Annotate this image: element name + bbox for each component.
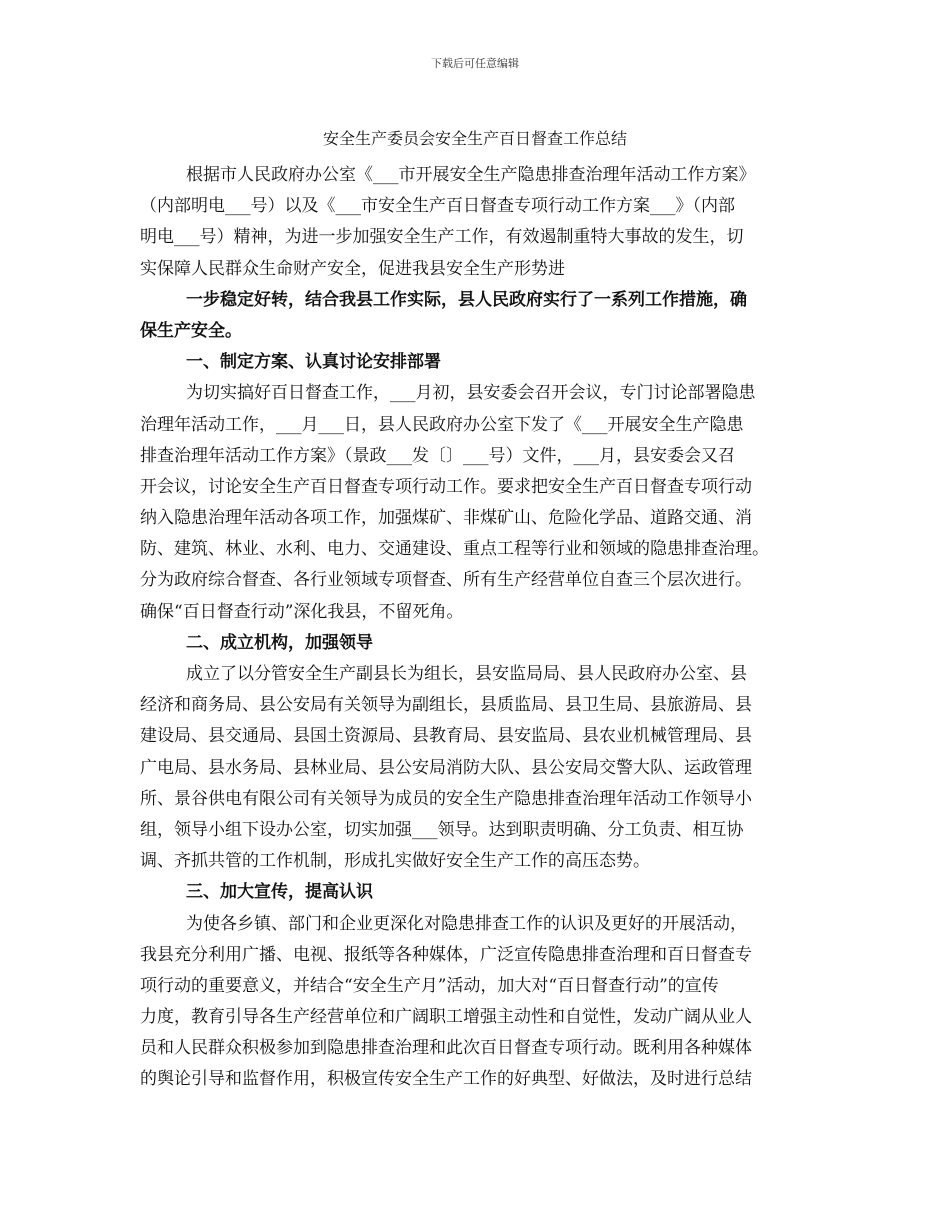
heading-line: 三、加大宣传，提高认识 bbox=[186, 882, 373, 903]
text-line: 开会议，讨论安全生产百日督查专项行动工作。要求把安全生产百日督查专项行动 bbox=[140, 476, 752, 497]
text-line: 分为政府综合督查、各行业领域专项督查、所有生产经营单位自查三个层次进行。 bbox=[140, 570, 752, 591]
heading-line: 二、成立机构，加强领导 bbox=[186, 632, 373, 653]
text-line: 所、景谷供电有限公司有关领导为成员的安全生产隐患排查治理年活动工作领导小 bbox=[140, 788, 752, 809]
text-line: 项行动的重要意义，并结合“安全生产月”活动，加大对“百日督查行动”的宣传 bbox=[140, 975, 719, 996]
text-line: 确保“百日督查行动”深化我县，不留死角。 bbox=[140, 601, 464, 622]
heading-line: 保生产安全。 bbox=[140, 320, 242, 341]
text-line: 根据市人民政府办公室《___市开展安全生产隐患排查治理年活动工作方案》 bbox=[186, 165, 756, 185]
heading-line: 一步稳定好转，结合我县工作实际，县人民政府实行了一系列工作措施，确 bbox=[186, 289, 747, 310]
header-note: 下载后可任意编辑 bbox=[431, 57, 519, 70]
text-line: 纳入隐患治理年活动各项工作，加强煤矿、非煤矿山、危险化学品、道路交通、消 bbox=[140, 508, 752, 529]
text-line: 明电___号）精神，为进一步加强安全生产工作，有效遏制重特大事故的发生，切 bbox=[140, 227, 744, 248]
text-line: 治理年活动工作，___月___日，县人民政府办公室下发了《___开展安全生产隐患 bbox=[140, 414, 744, 435]
text-line: 经济和商务局、县公安局有关领导为副组长，县质监局、县卫生局、县旅游局、县 bbox=[140, 695, 752, 716]
text-line: 调、齐抓共管的工作机制，形成扎实做好安全生产工作的高压态势。 bbox=[140, 851, 650, 872]
document-title: 安全生产委员会安全生产百日督查工作总结 bbox=[322, 129, 627, 148]
text-line: 为使各乡镇、部门和企业更深化对隐患排查工作的认识及更好的开展活动， bbox=[186, 913, 747, 934]
text-line: 广电局、县水务局、县林业局、县公安局消防大队、县公安局交警大队、运政管理 bbox=[140, 757, 752, 778]
document-body bbox=[140, 160, 815, 1096]
text-line: 为切实搞好百日督查工作，___月初，县安委会召开会议，专门讨论部署隐患 bbox=[186, 383, 756, 404]
text-line: 员和人民群众积极参加到隐患排查治理和此次百日督查专项行动。既利用各种媒体 bbox=[140, 1038, 752, 1059]
text-line: 力度，教育引导各生产经营单位和广阔职工增强主动性和自觉性，发动广阔从业人 bbox=[140, 1007, 752, 1028]
text-line: （内部明电___号）以及《___市安全生产百日督查专项行动工作方案___》（内部 bbox=[140, 196, 735, 217]
text-line: 我县充分利用广播、电视、报纸等各种媒体，广泛宣传隐患排查治理和百日督查专 bbox=[140, 944, 752, 965]
text-line: 的舆论引导和监督作用，积极宣传安全生产工作的好典型、好做法，及时进行总结 bbox=[140, 1069, 752, 1090]
text-line: 成立了以分管安全生产副县长为组长，县安监局局、县人民政府办公室、县 bbox=[186, 664, 747, 684]
text-line: 建设局、县交通局、县国土资源局、县教育局、县安监局、县农业机械管理局、县 bbox=[140, 726, 752, 747]
text-line: 排查治理年活动工作方案》（景政___发〔〕___号）文件，___月，县安委会又召 bbox=[140, 445, 735, 466]
text-line: 实保障人民群众生命财产安全，促进我县安全生产形势进 bbox=[140, 258, 565, 279]
text-line: 防、建筑、林业、水利、电力、交通建设、重点工程等行业和领域的隐患排查治理。 bbox=[140, 539, 769, 560]
heading-line: 一、制定方案、认真讨论安排部署 bbox=[186, 352, 441, 373]
text-line: 组，领导小组下设办公室，切实加强___领导。达到职责明确、分工负责、相互协 bbox=[140, 819, 744, 840]
